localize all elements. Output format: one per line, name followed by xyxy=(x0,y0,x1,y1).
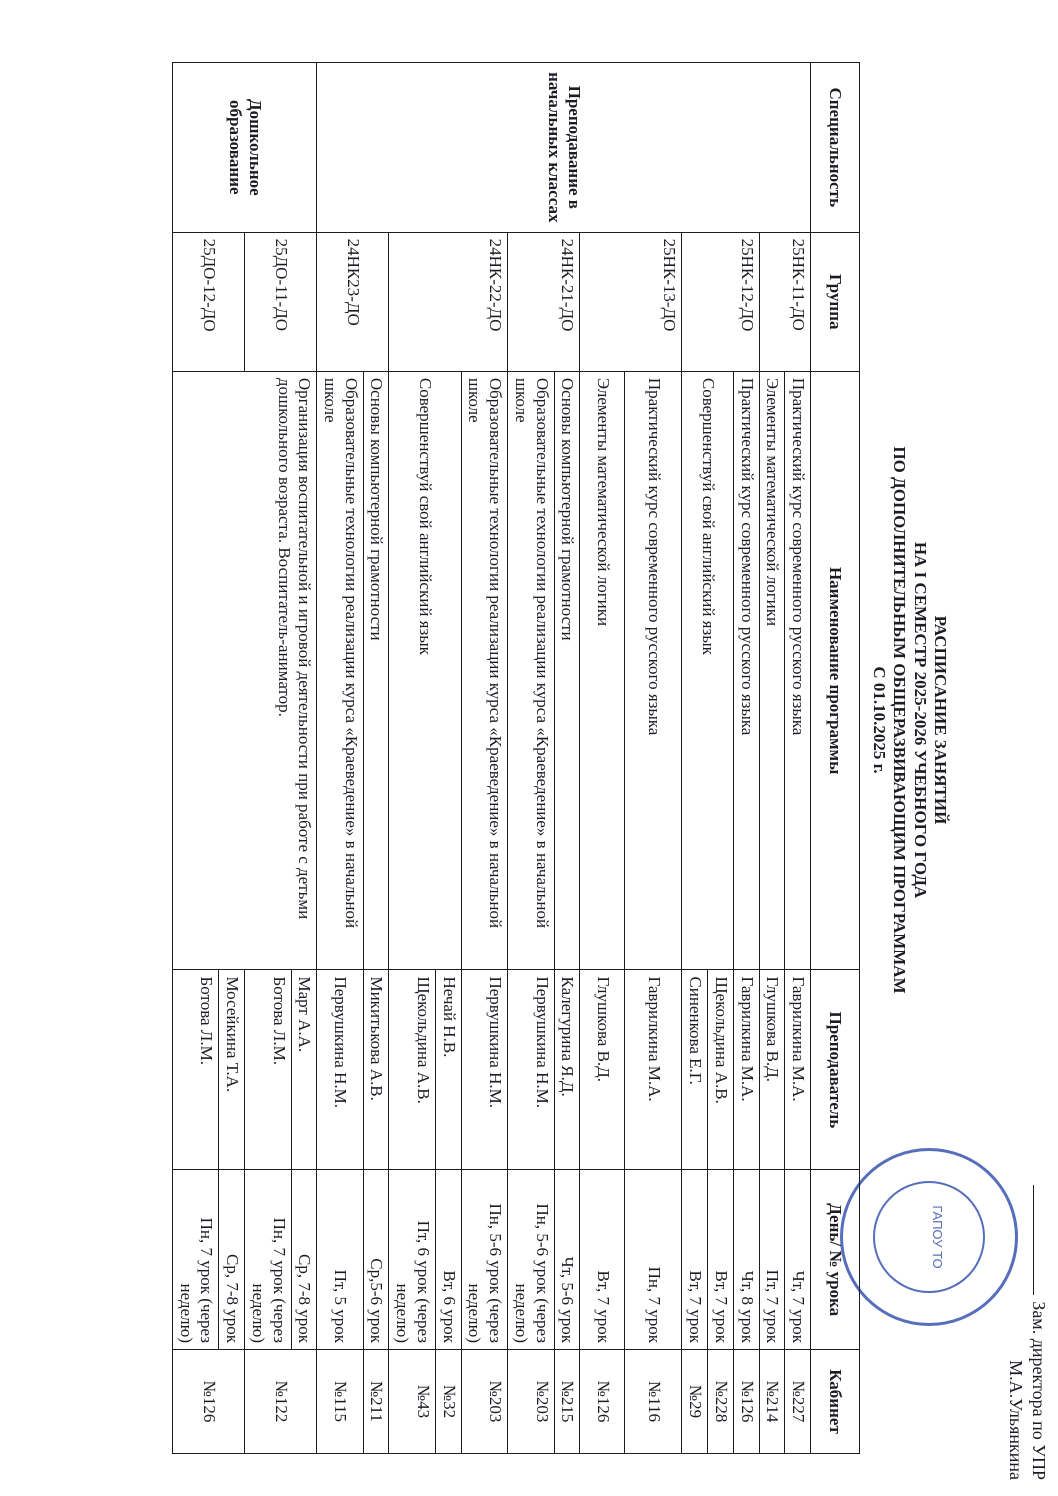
room-cell: №227 xyxy=(785,1350,811,1454)
group-cell: 24НК-21-ДО xyxy=(508,232,580,371)
room-cell: №214 xyxy=(759,1350,785,1454)
program-cell: Элементы математической логики xyxy=(759,371,785,970)
document-subtitle-programs: ПО ДОПОЛНИТЕЛЬНЫМ ОБЩЕРАЗВИВАЮЩИМ ПРОГРАММАМ xyxy=(890,446,910,994)
room-cell: №126 xyxy=(580,1350,625,1454)
program-cell: Образовательные технологии реализации курса «Краеведение» в начальной школе xyxy=(317,371,363,970)
day-cell: Вт, 6 урок xyxy=(435,1170,461,1350)
day-cell: Чт, 5-6 урок xyxy=(554,1170,580,1350)
table-header-row xyxy=(811,63,860,1454)
schedule-table xyxy=(172,62,860,1454)
signature-line xyxy=(1033,1185,1034,1295)
header-day: День/ № урока xyxy=(811,1170,860,1350)
program-cell: Совершенствуй свой английский язык xyxy=(682,371,733,970)
day-cell: Пн, 7 урок (через неделю) xyxy=(245,1170,291,1350)
header-program: Наименование программы xyxy=(811,371,860,970)
teacher-cell: Ботова Л.М. xyxy=(245,970,291,1170)
program-cell: Организация воспитательной и игровой деятельности при работе с детьми дошкольного возраста. Воспитатель-аниматор. xyxy=(172,371,316,970)
document-title: РАСПИСАНИЕ ЗАНЯТИЙ xyxy=(931,615,950,825)
room-cell: №122 xyxy=(245,1350,317,1454)
program-cell: Элементы математической логики xyxy=(580,371,625,970)
teacher-cell: Гаврилкина М.А. xyxy=(625,970,682,1170)
teacher-cell: Нечай Н.В. xyxy=(435,970,461,1170)
teacher-cell: Щекольдина А.В. xyxy=(708,970,734,1170)
teacher-cell: Синенкова Е.Г. xyxy=(682,970,708,1170)
table-row xyxy=(363,63,389,1454)
teacher-cell: Микитькова А.В. xyxy=(363,970,389,1170)
specialty-primary: Преподавание в начальных классах xyxy=(317,63,811,233)
teacher-cell: Щекольдина А.В. xyxy=(389,970,435,1170)
room-cell: №126 xyxy=(733,1350,759,1454)
room-cell: №228 xyxy=(708,1350,734,1454)
teacher-cell: Первушкина Н.М. xyxy=(317,970,363,1170)
table-row xyxy=(554,63,580,1454)
room-cell: №215 xyxy=(554,1350,580,1454)
day-cell: Вт, 7 урок xyxy=(682,1170,708,1350)
teacher-cell: Калегурина Я.Д. xyxy=(554,970,580,1170)
program-cell: Образовательные технологии реализации курса «Краеведение» в начальной школе xyxy=(461,371,507,970)
group-cell: 25НК-11-ДО xyxy=(759,232,810,371)
program-cell: Основы компьютерной грамотности xyxy=(554,371,580,970)
program-cell: Основы компьютерной грамотности xyxy=(363,371,389,970)
group-cell: 25ДО-12-ДО xyxy=(172,232,244,371)
room-cell: №116 xyxy=(625,1350,682,1454)
program-cell: Практический курс современного русского языка xyxy=(785,371,811,970)
header-teacher: Преподаватель xyxy=(811,970,860,1170)
approval-position: Зам. директора по УПР xyxy=(1029,1301,1049,1480)
teacher-cell: Гаврилкина М.А. xyxy=(785,970,811,1170)
room-cell: №43 xyxy=(389,1350,435,1454)
room-cell: №126 xyxy=(172,1350,244,1454)
group-cell: 25НК-12-ДО xyxy=(682,232,759,371)
day-cell: Пн, 5-6 урок (через неделю) xyxy=(461,1170,507,1350)
day-cell: Чт, 7 урок xyxy=(785,1170,811,1350)
teacher-cell: Гаврилкина М.А. xyxy=(733,970,759,1170)
teacher-cell: Мосейкина Т.А. xyxy=(219,970,245,1170)
table-row xyxy=(291,63,317,1454)
approval-name: М.А.Ульянкина xyxy=(1006,1360,1027,1480)
teacher-cell: Март А.А. xyxy=(291,970,317,1170)
day-cell: Ср,5-6 урок xyxy=(363,1170,389,1350)
program-cell: Образовательные технологии реализации курса «Краеведение» в начальной школе xyxy=(508,371,554,970)
program-cell: Совершенствуй свой английский язык xyxy=(389,371,461,970)
room-cell: №115 xyxy=(317,1350,363,1454)
program-cell: Практический курс современного русского языка xyxy=(625,371,682,970)
specialty-preschool: Дошкольное образование xyxy=(172,63,316,233)
day-cell: Вт, 7 урок xyxy=(708,1170,734,1350)
day-cell: Пт, 5 урок xyxy=(317,1170,363,1350)
day-cell: Вт, 7 урок xyxy=(580,1170,625,1350)
day-cell: Пт, 7 урок xyxy=(759,1170,785,1350)
table-row xyxy=(733,63,759,1454)
header-group: Группа xyxy=(811,232,860,371)
room-cell: №211 xyxy=(363,1350,389,1454)
day-cell: Ср, 7-8 урок xyxy=(291,1170,317,1350)
group-cell: 24НК-22-ДО xyxy=(389,232,508,371)
day-cell: Пн, 7 урок (через неделю) xyxy=(172,1170,218,1350)
room-cell: №32 xyxy=(435,1350,461,1454)
document-subtitle-semester: НА I СЕМЕСТР 2025-2026 УЧЕБНОГО ГОДА xyxy=(910,541,930,899)
table-row xyxy=(785,63,811,1454)
day-cell: Пн, 5-6 урок (через неделю) xyxy=(508,1170,554,1350)
header-room: Кабинет xyxy=(811,1350,860,1454)
day-cell: Пн, 7 урок xyxy=(625,1170,682,1350)
document-effective-date: С 01.10.2025 г. xyxy=(869,666,889,774)
group-cell: 24НК23-ДО xyxy=(317,232,389,371)
teacher-cell: Первушкина Н.М. xyxy=(461,970,507,1170)
document-header xyxy=(868,230,950,1210)
group-cell: 25ДО-11-ДО xyxy=(245,232,317,371)
day-cell: Пт, 6 урок (через неделю) xyxy=(389,1170,435,1350)
teacher-cell: Глушкова В.Д. xyxy=(759,970,785,1170)
table-row xyxy=(461,63,507,1454)
table-row xyxy=(625,63,682,1454)
group-cell: 25НК-13-ДО xyxy=(580,232,682,371)
header-specialty: Специальность xyxy=(811,63,860,233)
room-cell: №203 xyxy=(461,1350,507,1454)
stamp-text: ГАПОУ ТО xyxy=(930,1205,945,1269)
teacher-cell: Ботова Л.М. xyxy=(172,970,218,1170)
day-cell: Ср, 7-8 урок xyxy=(219,1170,245,1350)
teacher-cell: Глушкова В.Д. xyxy=(580,970,625,1170)
room-cell: №203 xyxy=(508,1350,554,1454)
room-cell: №29 xyxy=(682,1350,708,1454)
teacher-cell: Первушкина Н.М. xyxy=(508,970,554,1170)
day-cell: Чт, 8 урок xyxy=(733,1170,759,1350)
program-cell: Практический курс современного русского языка xyxy=(733,371,759,970)
